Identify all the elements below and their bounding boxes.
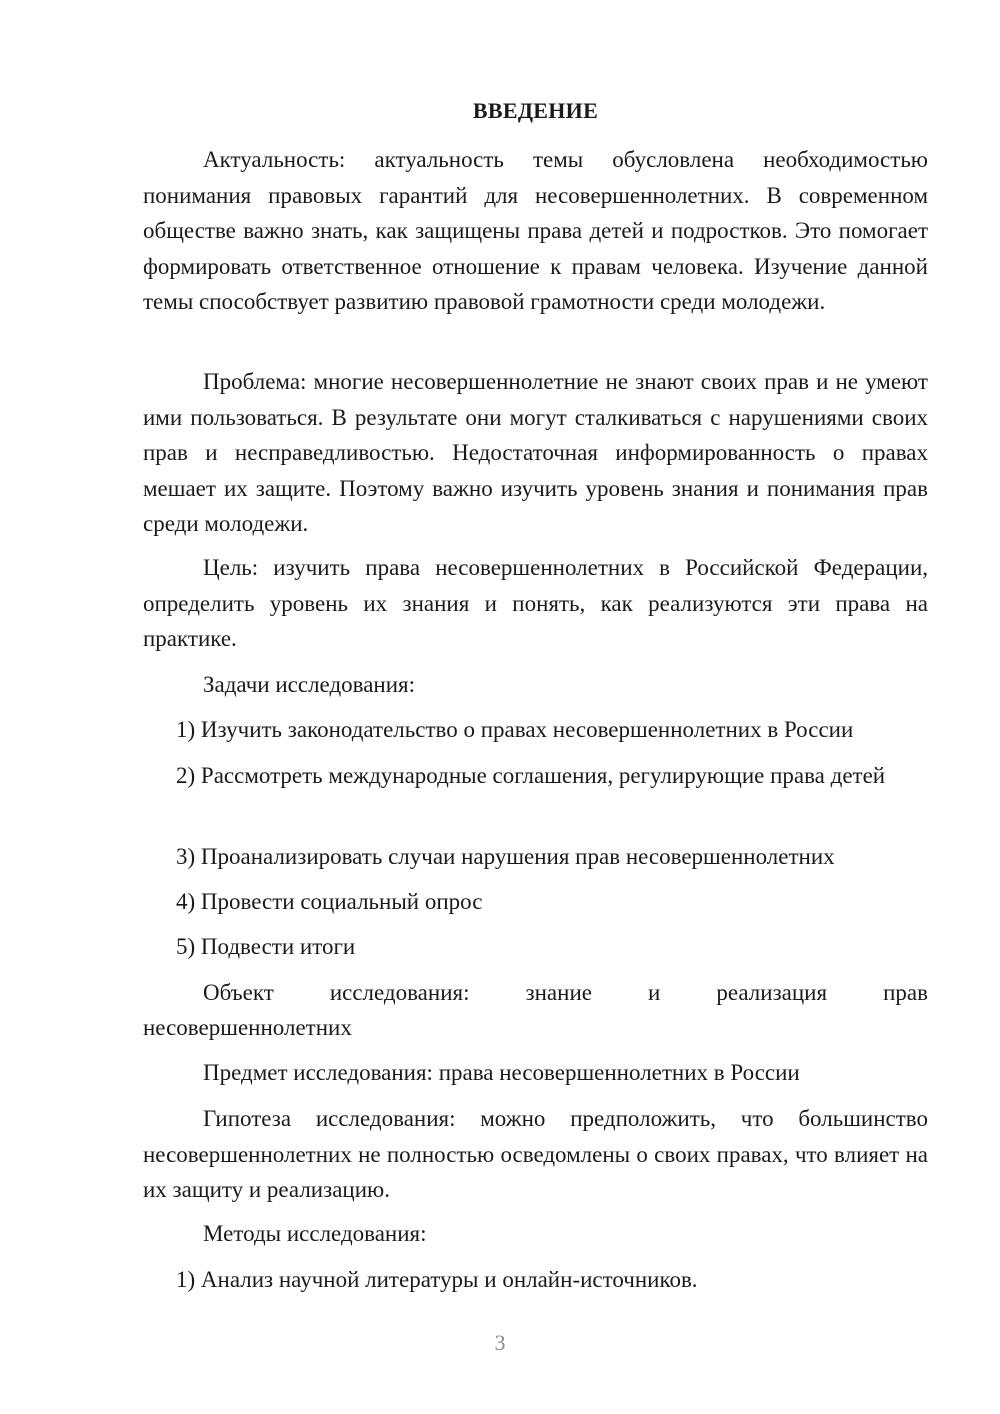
object-paragraph-line1: Объект исследования: знание и реализация прав	[203, 980, 928, 1005]
task-item-4: 4) Провести социальный опрос	[176, 889, 483, 914]
relevance-paragraph: Актуальность: актуальность темы обусловлена необходимостью понимания правовых гарантий для несовершеннолетних. В современном обществе важно знать, как защищены права детей и подростков. Это помогает формировать ответственное отношение к правам человека. Изучение данной темы способствует развитию правовой грамотности среди молодежи.	[143, 147, 928, 314]
method-item-1: 1) Анализ научной литературы и онлайн-источников.	[176, 1267, 698, 1292]
methods-heading: Методы исследования:	[203, 1221, 427, 1246]
task-item-5: 5) Подвести итоги	[176, 934, 356, 959]
subject-paragraph: Предмет исследования: права несовершеннолетних в России	[203, 1060, 800, 1085]
page-number: 3	[494, 1330, 506, 1355]
hypothesis-paragraph: Гипотеза исследования: можно предположить, что большинство несовершеннолетних не полностью осведомлены о своих правах, что влияет на их защиту и реализацию.	[143, 1106, 928, 1202]
object-paragraph-line2: несовершеннолетних	[143, 1015, 352, 1040]
task-item-3: 3) Проанализировать случаи нарушения прав несовершеннолетних	[176, 844, 835, 869]
task-item-2: 2) Рассмотреть международные соглашения, регулирующие права детей	[176, 763, 886, 788]
goal-paragraph: Цель: изучить права несовершеннолетних в Российской Федерации, определить уровень их знания и понять, как реализуются эти права на практике.	[143, 555, 928, 651]
page-title: ВВЕДЕНИЕ	[472, 98, 599, 123]
task-item-1: 1) Изучить законодательство о правах несовершеннолетних в России	[176, 717, 854, 742]
problem-paragraph: Проблема: многие несовершеннолетние не знают своих прав и не умеют ими пользоваться. В результате они могут сталкиваться с нарушениями своих прав и несправедливостью. Недостаточная информированность о правах мешает их защите. Поэтому важно изучить уровень знания и понимания прав среди молодежи.	[143, 369, 928, 536]
tasks-heading: Задачи исследования:	[203, 672, 416, 697]
